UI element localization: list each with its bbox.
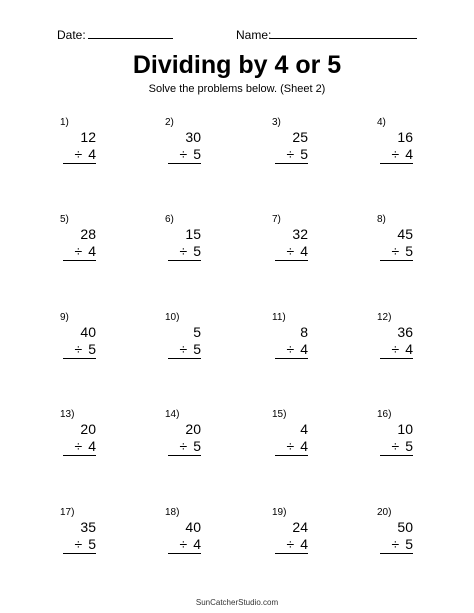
divisor-row <box>272 243 308 260</box>
answer-line[interactable] <box>168 163 201 164</box>
divisor: 4 <box>405 146 413 162</box>
header-row <box>0 28 474 44</box>
divisor: 4 <box>300 438 308 454</box>
division-sign: ÷ <box>391 243 400 259</box>
problem-number: 13) <box>60 409 75 420</box>
answer-line[interactable] <box>380 455 413 456</box>
problem-2 <box>165 117 255 177</box>
divisor-row <box>60 536 96 553</box>
divisor: 5 <box>405 243 413 259</box>
dividend: 36 <box>397 324 413 340</box>
divisor-row <box>165 341 201 358</box>
problem-5 <box>60 214 150 274</box>
problem-number: 8) <box>377 214 386 225</box>
problem-13 <box>60 409 150 469</box>
divisor-row <box>272 146 308 163</box>
dividend: 28 <box>80 226 96 242</box>
answer-line[interactable] <box>63 260 96 261</box>
problem-number: 11) <box>272 312 286 323</box>
problem-number: 10) <box>165 312 180 323</box>
division-sign: ÷ <box>74 341 83 357</box>
problem-4 <box>377 117 467 177</box>
divisor-row <box>60 146 96 163</box>
answer-line[interactable] <box>63 163 96 164</box>
division-sign: ÷ <box>179 536 188 552</box>
divisor: 5 <box>88 341 96 357</box>
problem-number: 16) <box>377 409 392 420</box>
problem-7 <box>272 214 362 274</box>
divisor: 5 <box>405 536 413 552</box>
answer-line[interactable] <box>168 358 201 359</box>
divisor-row <box>377 146 413 163</box>
divisor-row <box>377 438 413 455</box>
problem-3 <box>272 117 362 177</box>
dividend: 25 <box>292 129 308 145</box>
divisor-row <box>165 146 201 163</box>
answer-line[interactable] <box>63 553 96 554</box>
division-sign: ÷ <box>286 341 295 357</box>
divisor: 4 <box>300 243 308 259</box>
division-sign: ÷ <box>391 536 400 552</box>
answer-line[interactable] <box>380 358 413 359</box>
divisor: 5 <box>300 146 308 162</box>
problem-number: 19) <box>272 507 287 518</box>
dividend: 8 <box>300 324 308 340</box>
problem-14 <box>165 409 255 469</box>
division-sign: ÷ <box>286 438 295 454</box>
answer-line[interactable] <box>380 260 413 261</box>
problem-17 <box>60 507 150 567</box>
problem-15 <box>272 409 362 469</box>
divisor: 4 <box>405 341 413 357</box>
problem-11 <box>272 312 362 372</box>
problem-1 <box>60 117 150 177</box>
problem-number: 2) <box>165 117 174 128</box>
division-sign: ÷ <box>179 438 188 454</box>
divisor: 5 <box>88 536 96 552</box>
divisor-row <box>60 438 96 455</box>
problem-9 <box>60 312 150 372</box>
dividend: 10 <box>397 421 413 437</box>
footer-credit: SunCatcherStudio.com <box>195 598 279 607</box>
problem-18 <box>165 507 255 567</box>
name-label: Name: <box>236 28 272 42</box>
problem-number: 18) <box>165 507 180 518</box>
divisor-row <box>60 243 96 260</box>
dividend: 40 <box>80 324 96 340</box>
dividend: 35 <box>80 519 96 535</box>
division-sign: ÷ <box>286 536 295 552</box>
dividend: 20 <box>80 421 96 437</box>
dividend: 15 <box>185 226 201 242</box>
answer-line[interactable] <box>168 553 201 554</box>
dividend: 16 <box>397 129 413 145</box>
division-sign: ÷ <box>391 438 400 454</box>
problem-number: 14) <box>165 409 180 420</box>
problem-number: 1) <box>60 117 69 128</box>
dividend: 5 <box>193 324 201 340</box>
problem-19 <box>272 507 362 567</box>
dividend: 30 <box>185 129 201 145</box>
problem-number: 15) <box>272 409 287 420</box>
answer-line[interactable] <box>168 260 201 261</box>
problem-16 <box>377 409 467 469</box>
name-field-line[interactable] <box>270 38 417 39</box>
divisor: 4 <box>300 536 308 552</box>
divisor-row <box>272 536 308 553</box>
answer-line[interactable] <box>63 358 96 359</box>
divisor-row <box>377 243 413 260</box>
answer-line[interactable] <box>380 553 413 554</box>
divisor: 4 <box>88 243 96 259</box>
division-sign: ÷ <box>74 146 83 162</box>
division-sign: ÷ <box>286 243 295 259</box>
divisor-row <box>377 536 413 553</box>
divisor: 5 <box>405 438 413 454</box>
dividend: 24 <box>292 519 308 535</box>
divisor-row <box>377 341 413 358</box>
dividend: 45 <box>397 226 413 242</box>
answer-line[interactable] <box>275 553 308 554</box>
dividend: 12 <box>80 129 96 145</box>
divisor-row <box>272 438 308 455</box>
dividend: 32 <box>292 226 308 242</box>
answer-line[interactable] <box>63 455 96 456</box>
division-sign: ÷ <box>391 341 400 357</box>
problem-20 <box>377 507 467 567</box>
division-sign: ÷ <box>179 341 188 357</box>
division-sign: ÷ <box>74 536 83 552</box>
division-sign: ÷ <box>74 243 83 259</box>
dividend: 40 <box>185 519 201 535</box>
divisor: 5 <box>193 341 201 357</box>
date-field-line[interactable] <box>88 38 173 39</box>
problem-number: 17) <box>60 507 75 518</box>
problem-number: 4) <box>377 117 386 128</box>
divisor: 5 <box>193 243 201 259</box>
divisor: 4 <box>300 341 308 357</box>
problem-number: 5) <box>60 214 69 225</box>
division-sign: ÷ <box>179 146 188 162</box>
divisor: 5 <box>193 146 201 162</box>
problem-8 <box>377 214 467 274</box>
divisor: 4 <box>88 146 96 162</box>
page-title: Dividing by 4 or 5 <box>132 51 342 79</box>
division-sign: ÷ <box>179 243 188 259</box>
answer-line[interactable] <box>275 163 308 164</box>
dividend: 4 <box>300 421 308 437</box>
divisor-row <box>272 341 308 358</box>
division-sign: ÷ <box>286 146 295 162</box>
problem-number: 3) <box>272 117 281 128</box>
answer-line[interactable] <box>380 163 413 164</box>
divisor: 4 <box>193 536 201 552</box>
problem-number: 7) <box>272 214 281 225</box>
problem-10 <box>165 312 255 372</box>
answer-line[interactable] <box>275 358 308 359</box>
problem-6 <box>165 214 255 274</box>
answer-line[interactable] <box>275 260 308 261</box>
page-subtitle: Solve the problems below. (Sheet 2) <box>148 83 326 95</box>
problem-12 <box>377 312 467 372</box>
problem-number: 20) <box>377 507 392 518</box>
date-label: Date: <box>57 28 86 42</box>
division-sign: ÷ <box>391 146 400 162</box>
dividend: 50 <box>397 519 413 535</box>
problem-number: 12) <box>377 312 392 323</box>
dividend: 20 <box>185 421 201 437</box>
divisor: 4 <box>88 438 96 454</box>
answer-line[interactable] <box>275 455 308 456</box>
divisor-row <box>165 438 201 455</box>
answer-line[interactable] <box>168 455 201 456</box>
divisor-row <box>60 341 96 358</box>
divisor-row <box>165 536 201 553</box>
problem-number: 6) <box>165 214 174 225</box>
division-sign: ÷ <box>74 438 83 454</box>
problem-number: 9) <box>60 312 69 323</box>
divisor: 5 <box>193 438 201 454</box>
divisor-row <box>165 243 201 260</box>
